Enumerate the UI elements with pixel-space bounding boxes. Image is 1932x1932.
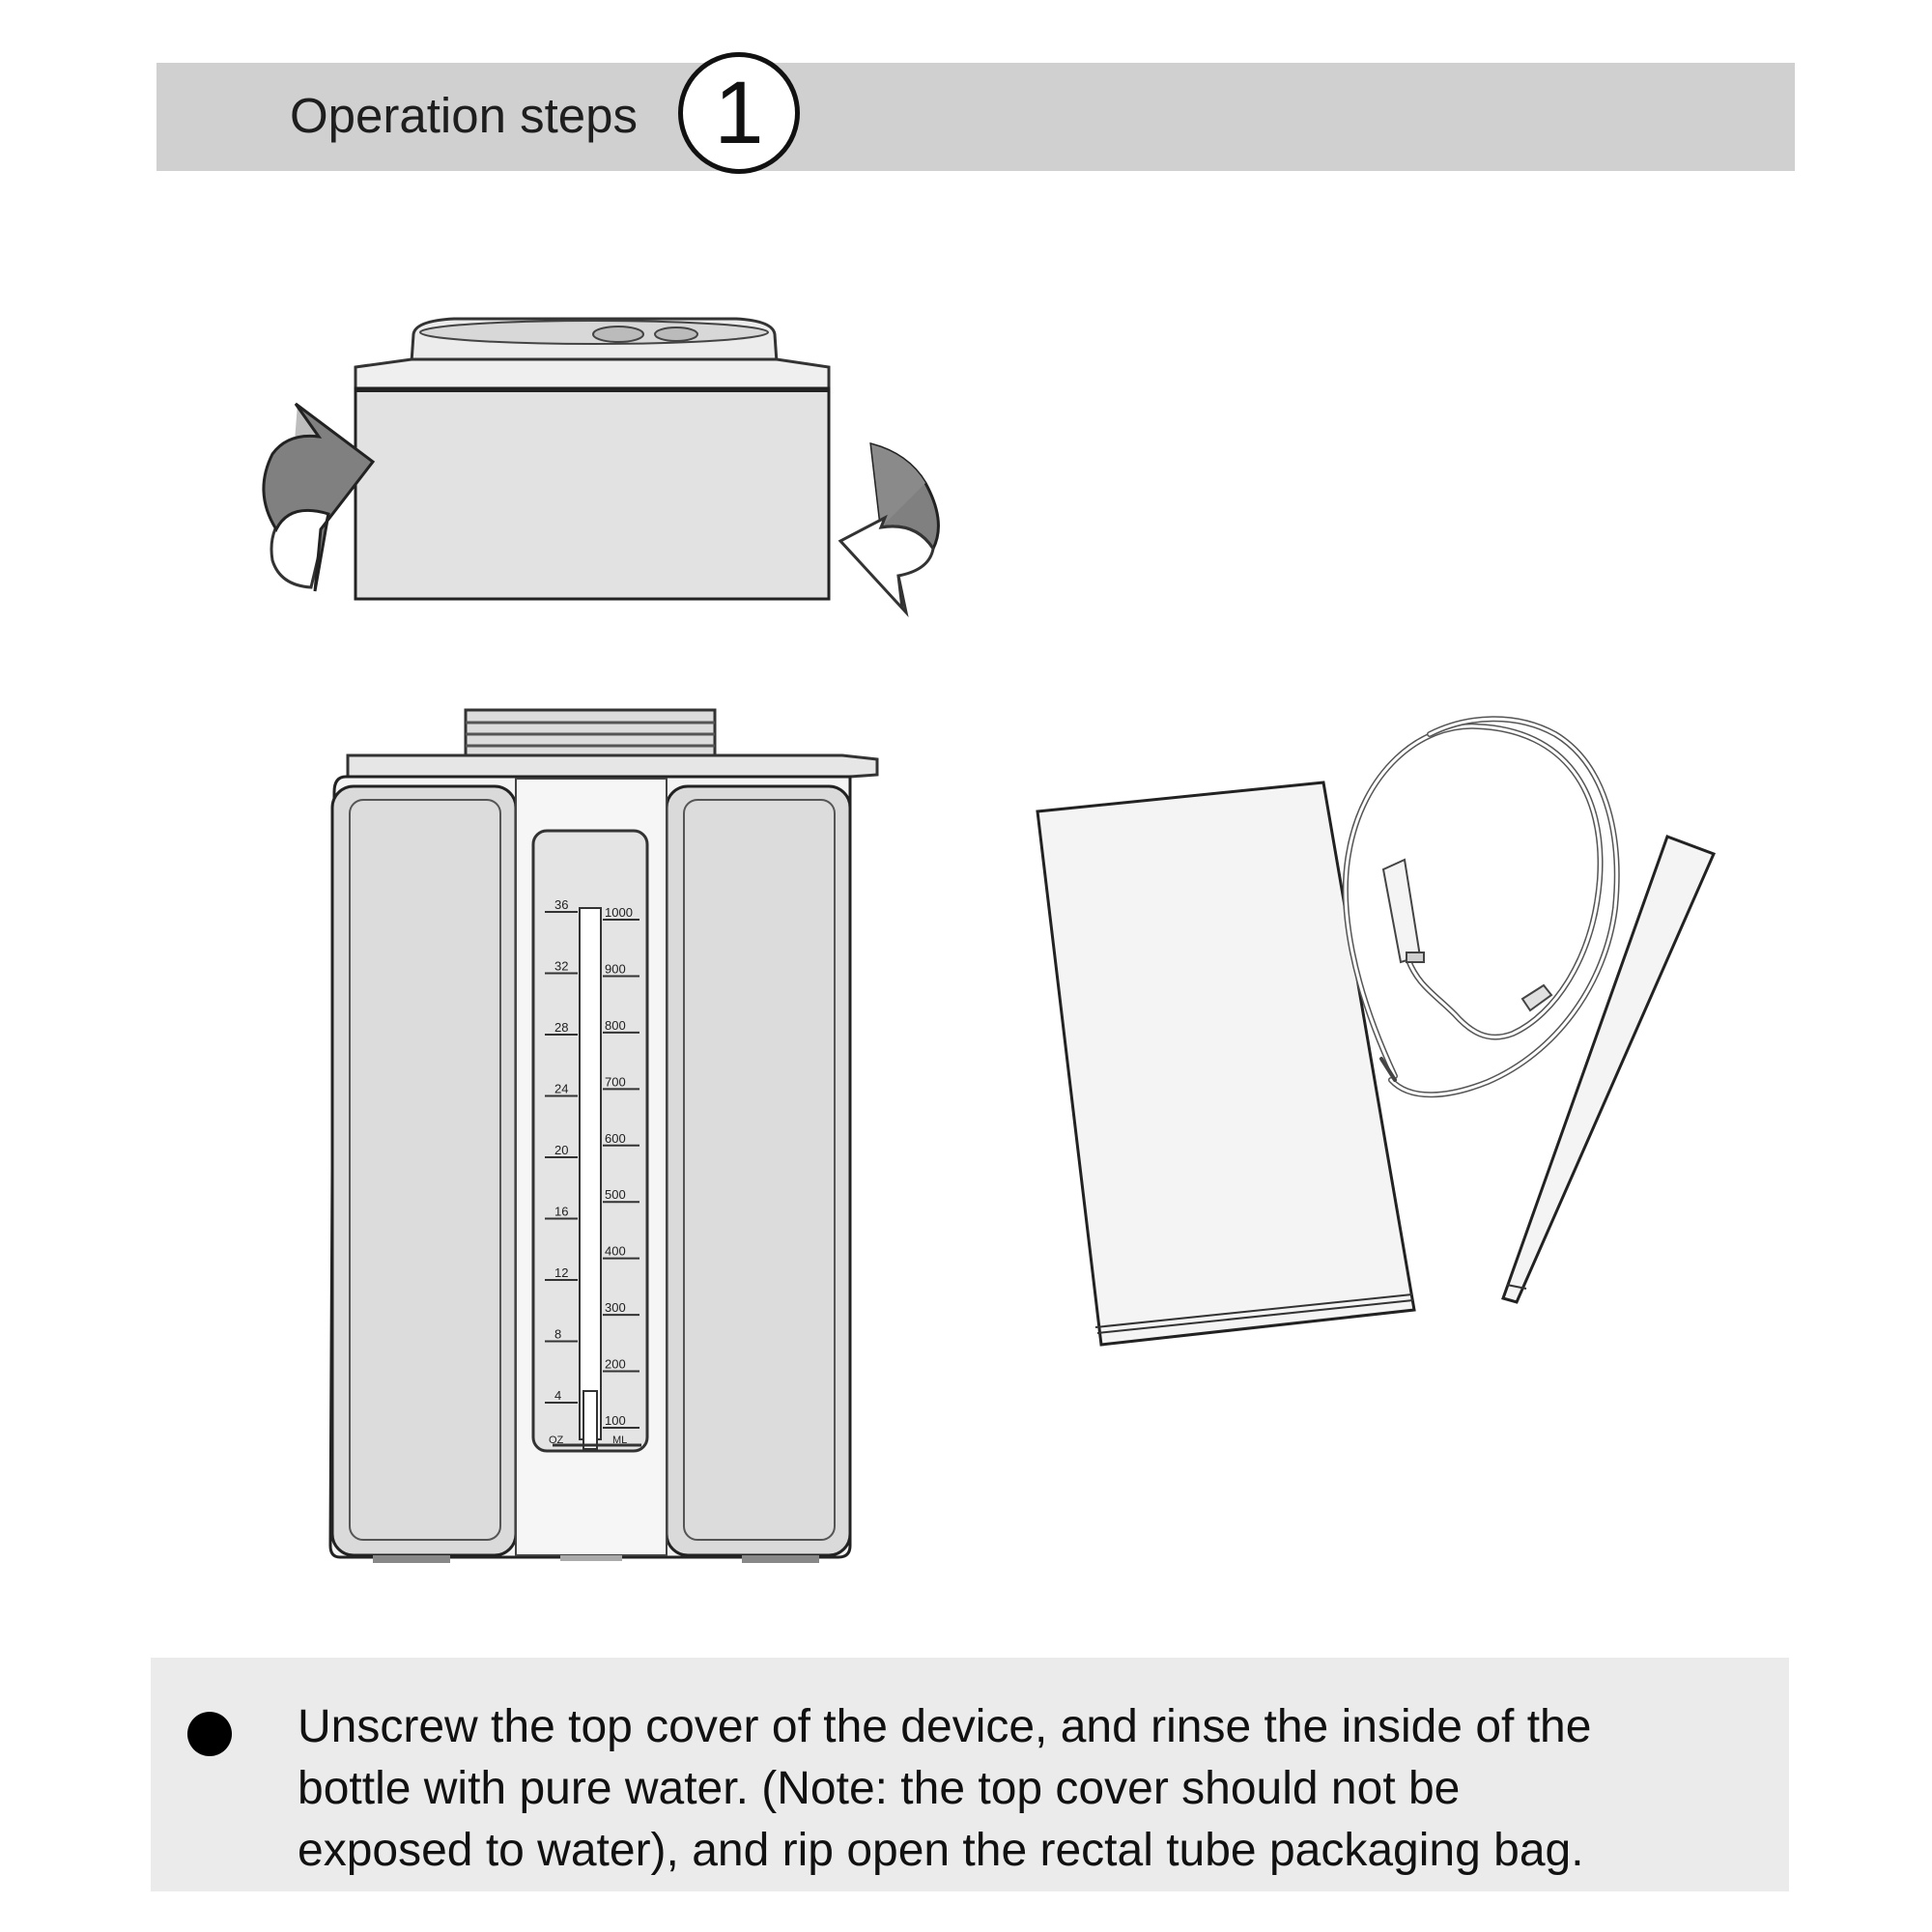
oz-tick-label: 36	[554, 897, 569, 912]
ml-tick-label: 300	[605, 1300, 626, 1316]
ml-tick-label: 400	[605, 1243, 626, 1259]
instruction-line-3: exposed to water), and rip open the rectal tube packaging bag.	[298, 1825, 1584, 1876]
instruction-line-1: Unscrew the top cover of the device, and rinse the inside of the	[298, 1701, 1592, 1752]
packaging-bag-illustration	[1037, 782, 1414, 1345]
oz-tick-label: 32	[554, 958, 569, 974]
ml-tick-label: 800	[605, 1017, 626, 1033]
bottle-illustration	[330, 710, 877, 1563]
oz-tick-label: 16	[554, 1204, 569, 1219]
rectal-tube-illustration	[1346, 719, 1617, 1094]
oz-unit-label: OZ	[549, 1435, 564, 1446]
step-number-badge: 1	[678, 52, 800, 174]
header-title: Operation steps	[290, 88, 639, 143]
ml-unit-label: ML	[612, 1435, 628, 1446]
ml-tick-label: 200	[605, 1356, 626, 1372]
bullet-icon	[187, 1712, 232, 1756]
ml-tick-label: 600	[605, 1130, 626, 1146]
ml-tick-label: 900	[605, 961, 626, 977]
ml-tick-label: 1000	[605, 905, 633, 920]
oz-tick-label: 28	[554, 1020, 569, 1035]
top-cover-illustration	[355, 319, 829, 599]
oz-tick-label: 4	[554, 1388, 562, 1403]
nozzle-illustration	[1503, 837, 1714, 1302]
ml-tick-label: 100	[605, 1413, 626, 1428]
oz-tick-label: 12	[554, 1265, 569, 1280]
ml-tick-label: 500	[605, 1187, 626, 1203]
instruction-line-2: bottle with pure water. (Note: the top cover should not be	[298, 1763, 1461, 1814]
oz-tick-label: 24	[554, 1081, 569, 1096]
oz-tick-label: 8	[554, 1326, 562, 1342]
oz-tick-label: 20	[554, 1143, 569, 1157]
rotate-right-arrow-icon	[840, 444, 938, 612]
ml-tick-label: 700	[605, 1074, 626, 1090]
